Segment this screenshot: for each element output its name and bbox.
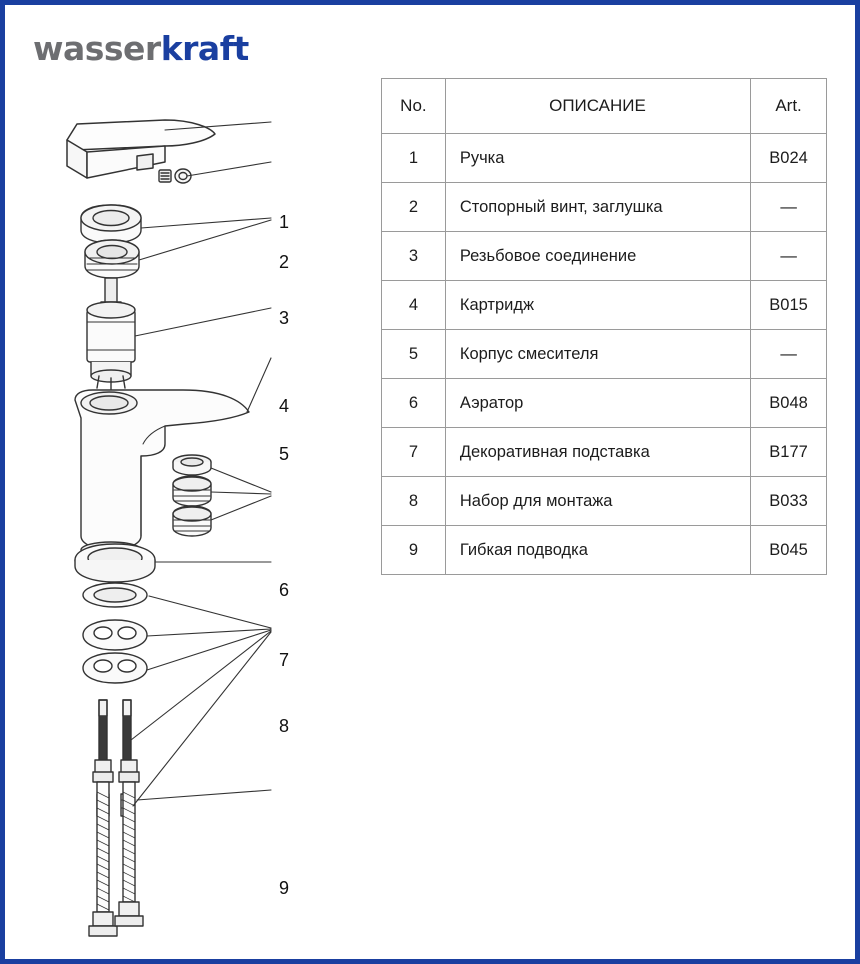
table-row: [382, 134, 827, 183]
row-description: Набор для монтажа: [445, 477, 750, 526]
row-no: 8: [382, 477, 446, 526]
exploded-diagram: [15, 100, 365, 940]
row-art: B048: [751, 379, 827, 428]
row-art: B177: [751, 428, 827, 477]
faucet-exploded-drawing: [15, 100, 365, 940]
parts-table: [381, 78, 827, 575]
row-art: B033: [751, 477, 827, 526]
table-row: [382, 183, 827, 232]
row-no: 7: [382, 428, 446, 477]
brand-logo-wasser: wasser: [33, 29, 161, 68]
row-art: —: [751, 183, 827, 232]
parts-table-head: [382, 79, 827, 134]
row-art: B024: [751, 134, 827, 183]
table-row: [382, 379, 827, 428]
row-no: 1: [382, 134, 446, 183]
table-row: [382, 330, 827, 379]
callout-4: 4: [279, 396, 290, 416]
row-description: Картридж: [445, 281, 750, 330]
part-aerator: [173, 455, 211, 536]
brand-logo: [33, 29, 249, 68]
table-row: [382, 281, 827, 330]
row-art: B015: [751, 281, 827, 330]
table-header-row: [382, 79, 827, 134]
header-description: ОПИСАНИЕ: [445, 79, 750, 134]
row-description: Стопорный винт, заглушка: [445, 183, 750, 232]
part-flexible-hoses: [89, 760, 143, 936]
part-faucet-body: [75, 390, 249, 558]
callout-8: 8: [279, 716, 290, 736]
row-art: —: [751, 232, 827, 281]
brand-logo-kraft: kraft: [160, 29, 249, 68]
callout-7: 7: [279, 650, 290, 670]
row-art: B045: [751, 526, 827, 575]
row-art: —: [751, 330, 827, 379]
header-art: Art.: [751, 79, 827, 134]
callout-6: 6: [279, 580, 290, 600]
part-handle: [67, 120, 215, 178]
table-row: [382, 477, 827, 526]
table-row: [382, 232, 827, 281]
part-set-screw: [159, 169, 191, 183]
row-no: 9: [382, 526, 446, 575]
part-threaded-connection: [81, 205, 141, 278]
part-cartridge: [87, 278, 135, 390]
row-no: 4: [382, 281, 446, 330]
callout-5: 5: [279, 444, 290, 464]
part-decorative-base: [75, 544, 155, 582]
parts-table-body: [382, 134, 827, 575]
row-description: Ручка: [445, 134, 750, 183]
row-no: 6: [382, 379, 446, 428]
row-no: 2: [382, 183, 446, 232]
callout-3: 3: [279, 308, 290, 328]
row-description: Декоративная подставка: [445, 428, 750, 477]
header-no: No.: [382, 79, 446, 134]
callout-2: 2: [279, 252, 290, 272]
row-description: Аэратор: [445, 379, 750, 428]
table-row: [382, 428, 827, 477]
row-description: Гибкая подводка: [445, 526, 750, 575]
table-row: [382, 526, 827, 575]
callout-9: 9: [279, 878, 290, 898]
row-description: Резьбовое соединение: [445, 232, 750, 281]
row-no: 3: [382, 232, 446, 281]
callout-1: 1: [279, 212, 290, 232]
row-no: 5: [382, 330, 446, 379]
row-description: Корпус смесителя: [445, 330, 750, 379]
